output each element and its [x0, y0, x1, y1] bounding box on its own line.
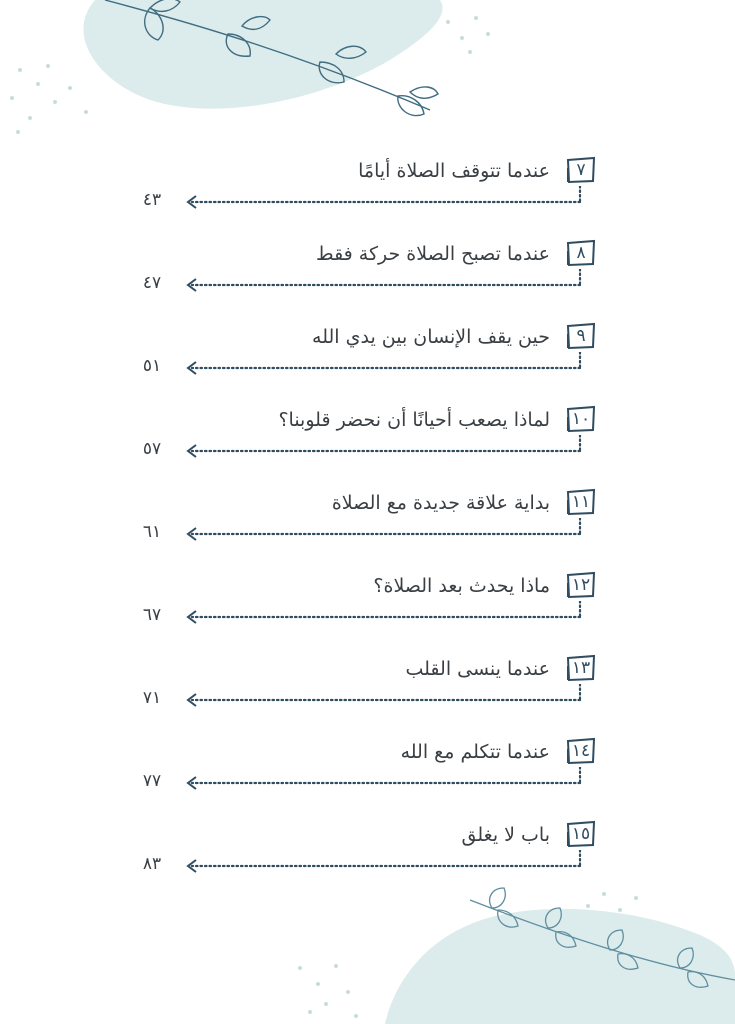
page-number: ٤٧ [142, 273, 162, 293]
chapter-number: ٨ [576, 242, 586, 263]
page-number: ٧٧ [142, 771, 162, 791]
chapter-number: ١٠ [571, 408, 591, 429]
chapter-number-badge [566, 322, 596, 350]
chapter-number-badge [566, 405, 596, 433]
dotted-leader-arrow [182, 352, 584, 376]
chapter-number: ١٣ [571, 657, 591, 678]
dotted-leader-arrow [182, 684, 584, 708]
page-number: ٥٧ [142, 439, 162, 459]
chapter-number-badge [566, 156, 596, 184]
page-number: ٥١ [142, 356, 162, 376]
dotted-leader-arrow [182, 435, 584, 459]
chapter-number-badge [566, 488, 596, 516]
chapter-title: بداية علاقة جديدة مع الصلاة [331, 492, 550, 514]
chapter-title: عندما ينسى القلب [405, 658, 550, 680]
page-number: ٧١ [142, 688, 162, 708]
dotted-leader-arrow [182, 518, 584, 542]
chapter-number-badge [566, 571, 596, 599]
chapter-number: ١٤ [571, 740, 591, 761]
toc-entry[interactable] [130, 816, 610, 880]
toc-entry[interactable] [130, 152, 610, 216]
chapter-title: عندما تصبح الصلاة حركة فقط [316, 243, 550, 265]
toc-entry[interactable] [130, 318, 610, 382]
dotted-leader-arrow [182, 767, 584, 791]
dotted-leader-arrow [182, 850, 584, 874]
top-leaf-decoration [0, 0, 735, 160]
toc-entry[interactable] [130, 733, 610, 797]
toc-entry[interactable] [130, 650, 610, 714]
page-number: ٨٣ [142, 854, 162, 874]
table-of-contents [130, 152, 610, 872]
page-number: ٦١ [142, 522, 162, 542]
chapter-title: لماذا يصعب أحيانًا أن نحضر قلوبنا؟ [278, 409, 550, 431]
chapter-number-badge [566, 239, 596, 267]
toc-entry[interactable] [130, 401, 610, 465]
bottom-leaf-decoration [0, 880, 735, 1024]
chapter-title: عندما تتكلم مع الله [400, 741, 550, 763]
dotted-leader-arrow [182, 186, 584, 210]
chapter-title: عندما تتوقف الصلاة أيامًا [358, 160, 550, 182]
toc-entry[interactable] [130, 235, 610, 299]
chapter-number-badge [566, 654, 596, 682]
chapter-number: ١٢ [571, 574, 591, 595]
chapter-number-badge [566, 820, 596, 848]
chapter-number: ١٥ [571, 823, 591, 844]
chapter-title: ماذا يحدث بعد الصلاة؟ [373, 575, 550, 597]
toc-entry[interactable] [130, 567, 610, 631]
chapter-title: حين يقف الإنسان بين يدي الله [312, 326, 550, 348]
chapter-number: ١١ [571, 491, 591, 512]
page-number: ٦٧ [142, 605, 162, 625]
dotted-leader-arrow [182, 269, 584, 293]
page-number: ٤٣ [142, 190, 162, 210]
chapter-title: باب لا يغلق [461, 824, 550, 846]
dotted-leader-arrow [182, 601, 584, 625]
chapter-number: ٩ [576, 325, 586, 346]
toc-entry[interactable] [130, 484, 610, 548]
chapter-number-badge [566, 737, 596, 765]
chapter-number: ٧ [576, 159, 586, 180]
